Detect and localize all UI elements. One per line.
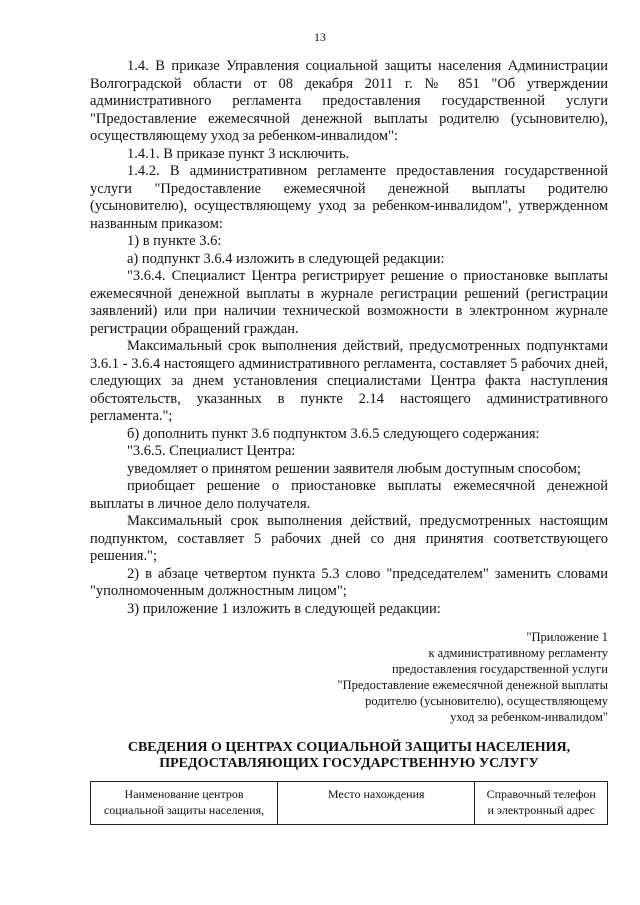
appendix-line: "Предоставление ежемесячной денежной выплаты <box>337 678 608 692</box>
header-line: социальной защиты населения, <box>103 803 265 817</box>
header-line: Место нахождения <box>327 787 425 801</box>
appendix-line: родителю (усыновителю), осуществляющему <box>365 694 608 708</box>
document-body <box>90 58 608 618</box>
paragraph: 3) приложение 1 изложить в следующей редакции: <box>127 600 441 617</box>
section-title-line: СВЕДЕНИЯ О ЦЕНТРАХ СОЦИАЛЬНОЙ ЗАЩИТЫ НАСЕЛЕНИЯ, <box>127 740 571 755</box>
column-header-contacts <box>475 782 608 825</box>
appendix-line: "Приложение 1 <box>526 630 608 644</box>
paragraph: уведомляет о принятом решении заявителя любым доступным способом; <box>127 460 581 477</box>
appendix-line: уход за ребенком-инвалидом" <box>450 710 608 724</box>
header-line: Наименование центров <box>124 787 244 801</box>
column-header-location <box>278 782 475 825</box>
paragraph: а) подпункт 3.6.4 изложить в следующей редакции: <box>127 250 445 267</box>
table-header-row <box>91 782 608 825</box>
centers-table <box>90 781 608 825</box>
column-header-center-name <box>91 782 278 825</box>
appendix-line: предоставления государственной услуги <box>391 662 608 676</box>
paragraph: 1.4.2. В административном регламенте предоставления государственной услуги "Предоставление ежемесячной денежной выплаты родителю (усыновителю), осуществляющему уход за ребенком-инвалидом", утвержденном названным приказом: <box>90 163 608 232</box>
paragraph: 1.4. В приказе Управления социальной защиты населения Администрации Волгоградской области от 08 декабря 2011 г. № 851 "Об утверждении административного регламента предоставления государственной услуги "Предоставление ежемесячной денежной выплаты родителю (усыновителю), осуществляющему уход за ребенком-инвалидом": <box>90 58 608 144</box>
section-title <box>90 740 608 772</box>
appendix-reference <box>320 629 608 725</box>
paragraph: "3.6.4. Специалист Центра регистрирует решение о приостановке выплаты ежемесячной денежной выплаты в журнале регистрации решений (регистрации заявлений) или при наличии технической возможности в электронном журнале регистрации обращений граждан. <box>90 268 608 337</box>
paragraph: 2) в абзаце четвертом пункта 5.3 слово "председателем" заменить словами "уполномоченным должностным лицом"; <box>90 565 608 599</box>
paragraph: Максимальный срок выполнения действий, предусмотренных настоящим подпунктом, составляет 5 рабочих дней со дня принятия соответствующего решения."; <box>90 513 608 564</box>
paragraph: приобщает решение о приостановке выплаты ежемесячной денежной выплаты в личное дело получателя. <box>90 478 608 512</box>
header-line: и электронный адрес <box>487 803 595 817</box>
header-line: Справочный телефон <box>486 787 596 801</box>
section-title-line: ПРЕДОСТАВЛЯЮЩИХ ГОСУДАРСТВЕННУЮ УСЛУГУ <box>159 756 539 771</box>
page-number: 13 <box>314 30 326 44</box>
paragraph: Максимальный срок выполнения действий, предусмотренных подпунктами 3.6.1 - 3.6.4 настоящего административного регламента, составляет 5 рабочих дней, следующих за днем установления специалистами Центра факта наступления обстоятельств, указанных в пункте 2.14 настоящего административного регламента."; <box>90 338 608 424</box>
appendix-line: к административному регламенту <box>428 646 608 660</box>
paragraph: 1) в пункте 3.6: <box>127 233 222 249</box>
paragraph: 1.4.1. В приказе пункт 3 исключить. <box>127 145 350 162</box>
paragraph: "3.6.5. Специалист Центра: <box>127 443 296 459</box>
paragraph: б) дополнить пункт 3.6 подпунктом 3.6.5 следующего содержания: <box>127 425 540 442</box>
